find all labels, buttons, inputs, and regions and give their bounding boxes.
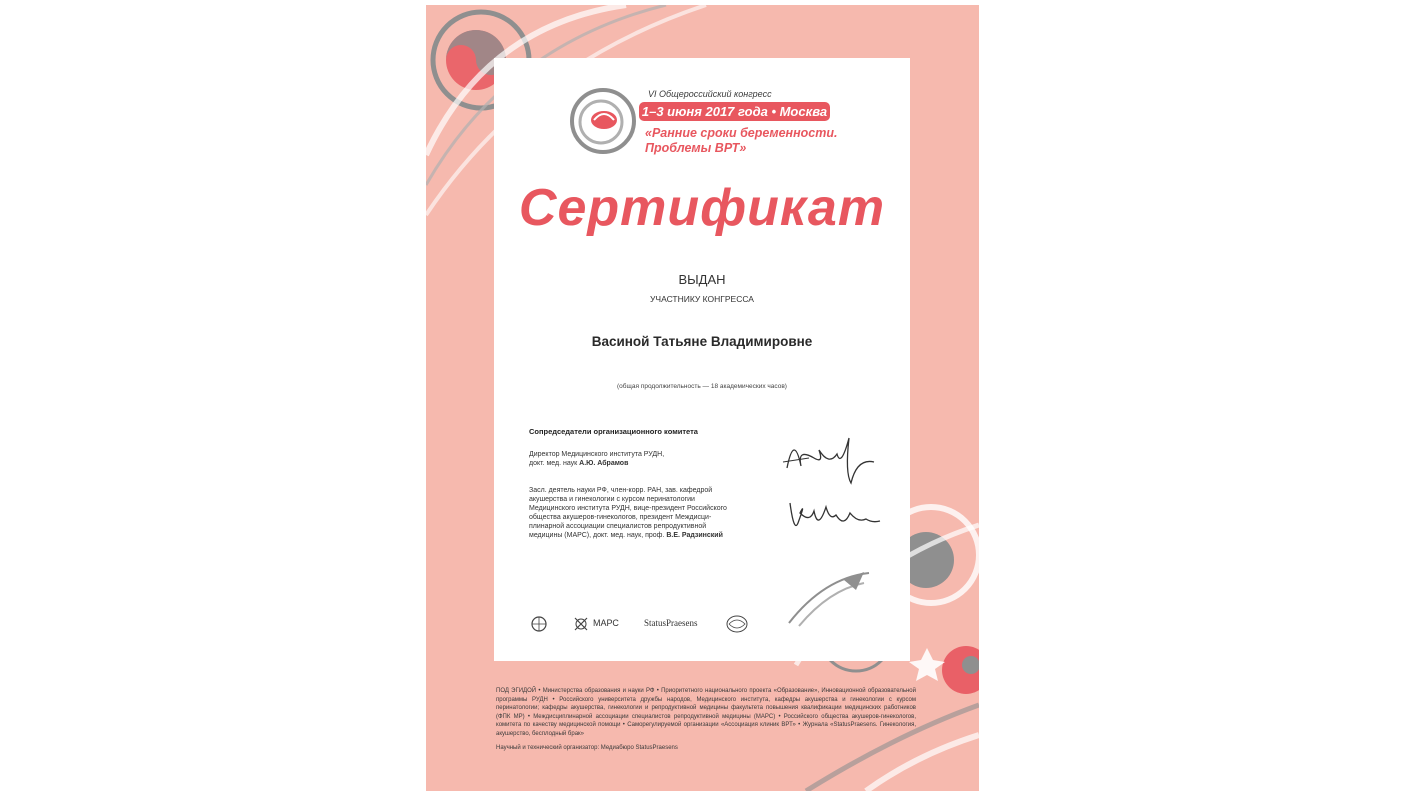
- chair1-name: А.Ю. Абрамов: [579, 460, 629, 467]
- congress-edition: VI Общероссийский конгресс: [648, 89, 772, 99]
- certificate-title: Сертификат: [518, 179, 886, 237]
- rudn-globe-icon: [529, 616, 549, 632]
- congress-logo-icon: [568, 86, 638, 156]
- mars-logo-text: МАРС: [593, 618, 619, 628]
- issued-to-label: УЧАСТНИКУ КОНГРЕССА: [650, 294, 754, 304]
- certificate-content-panel: [494, 58, 910, 661]
- committee-heading: Сопредседатели организационного комитета: [529, 427, 698, 436]
- chair-abramov: [529, 450, 729, 468]
- duration-note: (общая продолжительность — 18 академических часов): [617, 383, 787, 390]
- congress-theme: [645, 126, 837, 156]
- footer-organizer: Научный и технический организатор: Медиабюро StatusPraesens: [496, 745, 678, 751]
- issued-label: ВЫДАН: [678, 272, 726, 287]
- partner-logos: [529, 614, 769, 634]
- chair2-title: Засл. деятель науки РФ, член-корр. РАН, зав. кафедрой акушерства и гинекологии с курсом перинатологии Медицинского института РУДН, вице-президент Российского общества акушеров-гинекологов, президент Междисци- плинарной ассоциации специалистов репродуктивной медицины (МАРС), докт. мед. наук, проф.: [529, 487, 727, 539]
- footer-patronage: ПОД ЭГИДОЙ • Министерства образования и науки РФ • Приоритетного национального проекта «Образование», Инновационной образовательной программы РУДН • Российского университета дружбы народов, Медицинского института, кафедры акушерства и гинекологии с курсом перинатологии; кафедры акушерства, гинекологии и репродуктивной медицины факультета повышения квалификации медицинских работников (ФПК МР) • Междисциплинарной ассоциации специалистов репродуктивной медицины (МАРС) • Российского общества акушеров-гинекологов, комитета по качеству медицинской помощи • Саморегулируемой организации «Ассоциация клиник ВРТ» • Журнала «StatusPraesens. Гинекология, акушерство, бесплодный брак»: [496, 688, 916, 737]
- congress-theme-line1: «Ранние сроки беременности.: [645, 126, 838, 140]
- rocket-decoration: [784, 568, 874, 628]
- congress-date-badge: 1–3 июня 2017 года • Москва: [639, 102, 830, 121]
- certificate-sheet: [426, 5, 979, 791]
- chair2-name: В.Е. Радзинский: [666, 532, 723, 539]
- signature-abramov: [779, 428, 879, 488]
- signature-radzinsky: [784, 493, 884, 543]
- chair1-title: Директор Медицинского института РУДН, докт. мед. наук: [529, 451, 665, 467]
- society-emblem-icon: [725, 614, 749, 634]
- mars-icon: [573, 615, 589, 633]
- status-praesens-logo-text: StatusPraesens: [644, 618, 698, 628]
- chair-radzinsky: [529, 486, 759, 540]
- recipient-name: Васиной Татьяне Владимировне: [591, 334, 813, 349]
- congress-theme-line2: Проблемы ВРТ»: [645, 141, 747, 155]
